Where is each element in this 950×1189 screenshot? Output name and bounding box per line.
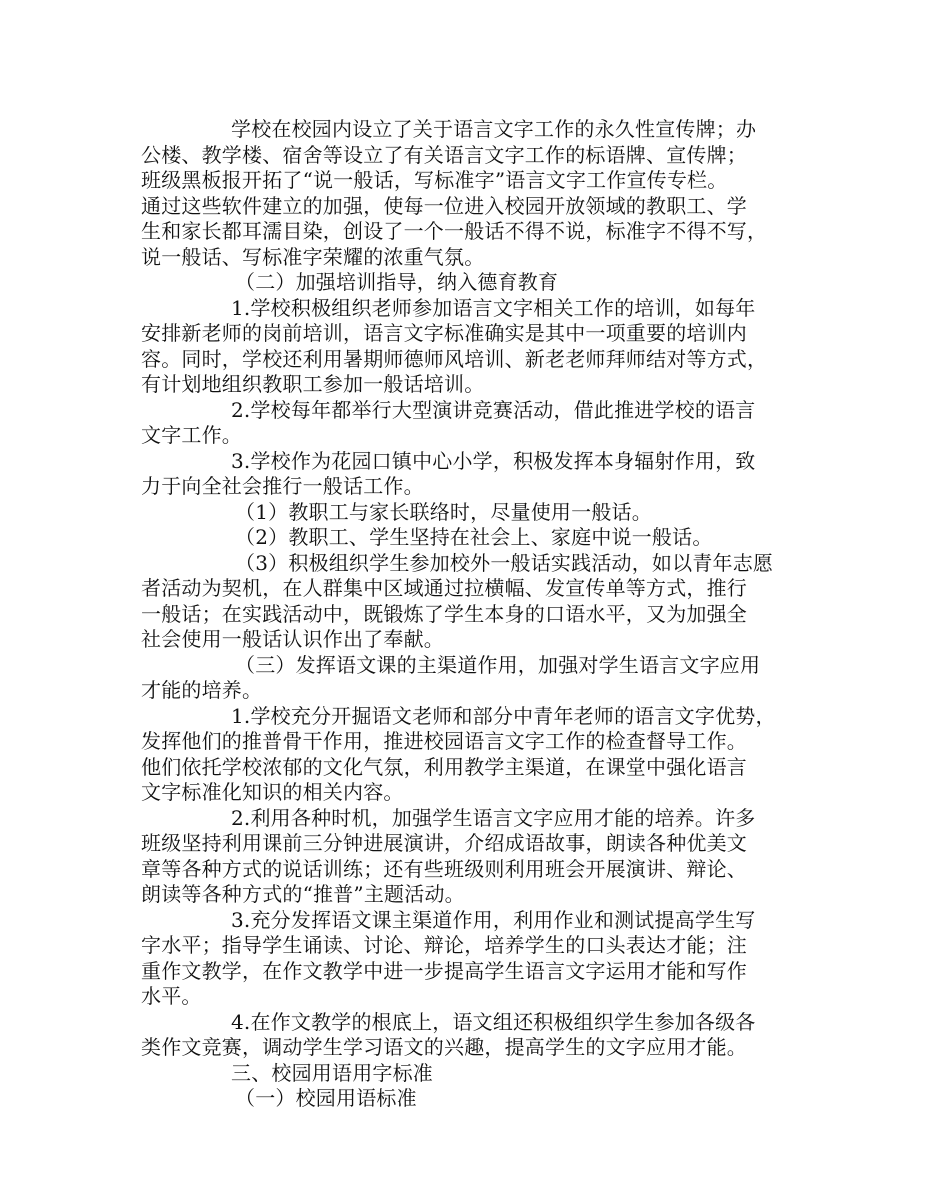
text-line: 力于向全社会推行一般话工作。 <box>141 474 424 498</box>
text-line: 公楼、教学楼、宿舍等设立了有关语言文字工作的标语牌、宣传牌； <box>141 142 747 167</box>
text-line: 4.在作文教学的根底上，语文组还积极组织学生参加各级各 <box>231 1009 756 1034</box>
text-line: 学校在校园内设立了关于语言文字工作的永久性宣传牌；办 <box>231 117 757 141</box>
text-line: 一般话；在实践活动中，既锻炼了学生本身的口语水平，又为加强全 <box>141 601 747 626</box>
text-line: （1）教职工与家长联络时，尽量使用一般话。 <box>235 499 652 524</box>
text-line: 2.学校每年都举行大型演讲竞赛活动，借此推进学校的语言 <box>231 397 756 422</box>
document-body <box>141 117 825 1112</box>
text-line: 三、校园用语用字标准 <box>231 1060 433 1085</box>
text-line: 才能的培养。 <box>141 678 263 702</box>
text-line: 3.学校作为花园口镇中心小学，积极发挥本身辐射作用，致 <box>231 448 756 473</box>
text-line: 通过这些软件建立的加强，使每一位进入校园开放领域的教职工、学 <box>141 193 747 218</box>
text-line: 类作文竞赛，调动学生学习语文的兴趣，提高学生的文字应用才能。 <box>141 1035 747 1059</box>
text-line: 容。同时，学校还利用暑期师德师风培训、新老老师拜师结对等方式， <box>141 346 768 371</box>
text-line: 班级黑板报开拓了“说一般话，写标准字”语言文字工作宣传专栏。 <box>141 168 728 192</box>
text-line: 朗读等各种方式的“推普”主题活动。 <box>141 882 465 906</box>
text-line: 说一般话、写标准字荣耀的浓重气氛。 <box>141 244 485 269</box>
text-line: （二）加强培训指导，纳入德育教育 <box>235 270 559 294</box>
text-line: 文字标准化知识的相关内容。 <box>141 780 404 804</box>
text-line: 有计划地组织教职工参加一般话培训。 <box>141 372 485 396</box>
text-line: 社会使用一般话认识作出了奉献。 <box>141 627 444 651</box>
text-line: 他们依托学校浓郁的文化气氛，利用教学主渠道，在课堂中强化语言 <box>141 754 747 779</box>
text-line: 2.利用各种时机，加强学生语言文字应用才能的培养。许多 <box>231 805 756 830</box>
text-line: 章等各种方式的说话训练；还有些班级则利用班会开展演讲、辩论、 <box>141 856 747 881</box>
text-line: 重作文教学，在作文教学中进一步提高学生语言文字运用才能和写作 <box>141 958 747 983</box>
text-line: （3）积极组织学生参加校外一般话实践活动，如以青年志愿 <box>235 550 774 575</box>
text-line: （2）教职工、学生坚持在社会上、家庭中说一般话。 <box>235 525 713 549</box>
text-line: 水平。 <box>141 984 202 1008</box>
text-line: 3.充分发挥语文课主渠道作用，利用作业和测试提高学生写 <box>231 907 756 932</box>
text-line: 生和家长都耳濡目染，创设了一个一般话不得不说，标准字不得不写， <box>141 219 768 243</box>
text-line: 安排新老师的岗前培训，语言文字标准确实是其中一项重要的培训内 <box>141 321 747 345</box>
text-line: 文字工作。 <box>141 423 242 447</box>
text-line: （一）校园用语标准 <box>235 1086 417 1110</box>
text-line: 字水平；指导学生诵读、讨论、辩论，培养学生的口头表达才能；注 <box>141 933 747 957</box>
text-line: 班级坚持利用课前三分钟进展演讲，介绍成语故事，朗读各种优美文 <box>141 831 747 855</box>
text-line: 者活动为契机，在人群集中区域通过拉横幅、发宣传单等方式，推行 <box>141 576 747 600</box>
text-line: 发挥他们的推普骨干作用，推进校园语言文字工作的检查督导工作。 <box>141 729 747 753</box>
text-line: （三）发挥语文课的主渠道作用，加强对学生语言文字应用 <box>235 652 761 677</box>
text-line: 1.学校积极组织老师参加语言文字相关工作的培训，如每年 <box>231 295 756 320</box>
text-line: 1.学校充分开掘语文老师和部分中青年老师的语言文字优势， <box>231 703 776 728</box>
